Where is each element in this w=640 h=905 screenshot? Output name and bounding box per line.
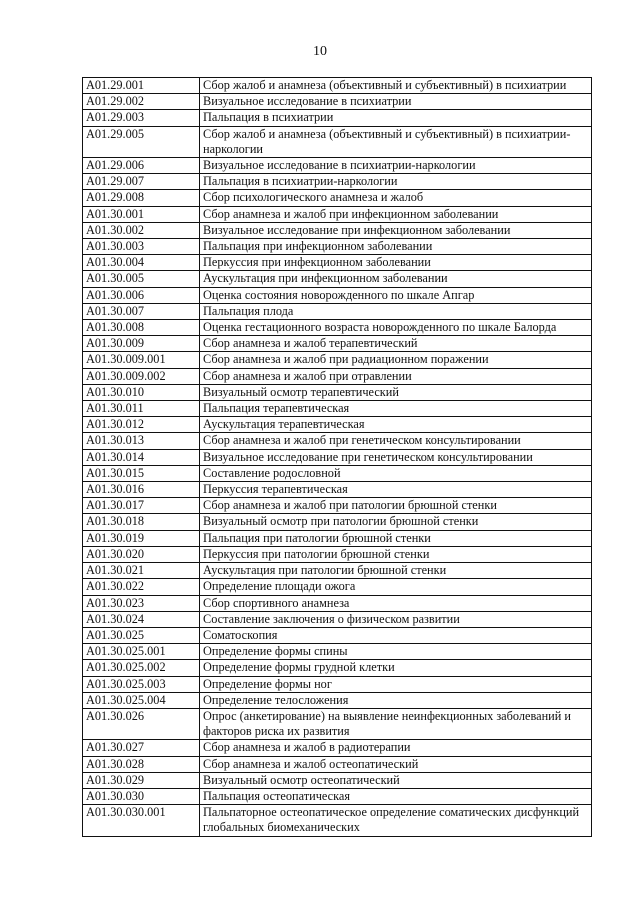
table-row — [83, 110, 592, 126]
table-row — [83, 514, 592, 530]
procedure-name-cell: Перкуссия терапевтическая — [200, 482, 592, 498]
procedure-name-cell: Аускультация терапевтическая — [200, 417, 592, 433]
procedure-code-cell: A01.30.017 — [83, 498, 200, 514]
procedure-code-cell: A01.30.009 — [83, 336, 200, 352]
table-row — [83, 579, 592, 595]
table-row — [83, 611, 592, 627]
table-row — [83, 660, 592, 676]
procedure-name-cell: Визуальное исследование при инфекционном заболевании — [200, 222, 592, 238]
procedure-code-cell: A01.30.025.003 — [83, 676, 200, 692]
procedure-code-cell: A01.30.030.001 — [83, 805, 200, 836]
procedure-name-cell: Составление заключения о физическом развитии — [200, 611, 592, 627]
procedures-table-body — [83, 78, 592, 837]
procedure-code-cell: A01.30.019 — [83, 530, 200, 546]
table-row — [83, 740, 592, 756]
procedure-code-cell: A01.29.006 — [83, 158, 200, 174]
procedure-name-cell: Определение формы ног — [200, 676, 592, 692]
procedure-code-cell: A01.30.029 — [83, 772, 200, 788]
procedure-name-cell: Сбор анамнеза и жалоб при патологии брюшной стенки — [200, 498, 592, 514]
page-number: 10 — [313, 44, 327, 59]
procedure-code-cell: A01.30.025 — [83, 627, 200, 643]
procedure-name-cell: Пальпация при патологии брюшной стенки — [200, 530, 592, 546]
procedure-code-cell: A01.30.011 — [83, 401, 200, 417]
procedure-name-cell: Визуальное исследование в психиатрии — [200, 94, 592, 110]
procedure-code-cell: A01.30.018 — [83, 514, 200, 530]
procedure-name-cell: Визуальный осмотр остеопатический — [200, 772, 592, 788]
procedure-code-cell: A01.30.002 — [83, 222, 200, 238]
procedure-name-cell: Визуальный осмотр терапевтический — [200, 384, 592, 400]
procedure-code-cell: A01.30.013 — [83, 433, 200, 449]
procedure-name-cell: Сбор жалоб и анамнеза (объективный и субъективный) в психиатрии — [200, 78, 592, 94]
procedure-code-cell: A01.30.005 — [83, 271, 200, 287]
procedure-code-cell: A01.30.004 — [83, 255, 200, 271]
procedure-name-cell: Визуальное исследование при генетическом консультировании — [200, 449, 592, 465]
table-row — [83, 287, 592, 303]
procedure-code-cell: A01.30.012 — [83, 417, 200, 433]
table-row — [83, 805, 592, 836]
procedure-code-cell: A01.30.028 — [83, 756, 200, 772]
procedure-name-cell: Сбор жалоб и анамнеза (объективный и субъективный) в психиатрии-наркологии — [200, 126, 592, 157]
procedure-code-cell: A01.30.015 — [83, 465, 200, 481]
procedure-code-cell: A01.29.002 — [83, 94, 200, 110]
procedure-name-cell: Визуальный осмотр при патологии брюшной стенки — [200, 514, 592, 530]
table-row — [83, 692, 592, 708]
procedure-name-cell: Сбор анамнеза и жалоб терапевтический — [200, 336, 592, 352]
procedures-table — [82, 77, 592, 837]
procedure-code-cell: A01.30.008 — [83, 320, 200, 336]
procedure-name-cell: Определение площади ожога — [200, 579, 592, 595]
table-row — [83, 788, 592, 804]
procedure-code-cell: A01.30.025.002 — [83, 660, 200, 676]
table-row — [83, 546, 592, 562]
table-row — [83, 222, 592, 238]
table-row — [83, 498, 592, 514]
procedure-name-cell: Опрос (анкетирование) на выявление неинфекционных заболеваний и факторов риска их развития — [200, 708, 592, 739]
table-row — [83, 482, 592, 498]
procedure-code-cell: A01.30.010 — [83, 384, 200, 400]
procedure-name-cell: Перкуссия при инфекционном заболевании — [200, 255, 592, 271]
table-row — [83, 384, 592, 400]
procedure-code-cell: A01.30.007 — [83, 303, 200, 319]
procedure-name-cell: Сбор спортивного анамнеза — [200, 595, 592, 611]
procedure-name-cell: Пальпация при инфекционном заболевании — [200, 239, 592, 255]
table-row — [83, 239, 592, 255]
procedure-name-cell: Сбор анамнеза и жалоб в радиотерапии — [200, 740, 592, 756]
table-row — [83, 772, 592, 788]
table-row — [83, 530, 592, 546]
procedure-name-cell: Определение формы грудной клетки — [200, 660, 592, 676]
procedure-code-cell: A01.29.008 — [83, 190, 200, 206]
procedure-name-cell: Сбор психологического анамнеза и жалоб — [200, 190, 592, 206]
procedure-name-cell: Пальпация терапевтическая — [200, 401, 592, 417]
procedure-name-cell: Определение телосложения — [200, 692, 592, 708]
procedure-code-cell: A01.30.021 — [83, 563, 200, 579]
table-row — [83, 676, 592, 692]
table-row — [83, 94, 592, 110]
procedure-code-cell: A01.30.022 — [83, 579, 200, 595]
procedure-name-cell: Оценка состояния новорожденного по шкале Апгар — [200, 287, 592, 303]
table-row — [83, 449, 592, 465]
table-row — [83, 158, 592, 174]
procedure-code-cell: A01.29.001 — [83, 78, 200, 94]
table-row — [83, 303, 592, 319]
procedure-name-cell: Перкуссия при патологии брюшной стенки — [200, 546, 592, 562]
procedure-name-cell: Соматоскопия — [200, 627, 592, 643]
procedure-name-cell: Сбор анамнеза и жалоб при отравлении — [200, 368, 592, 384]
table-row — [83, 401, 592, 417]
table-row — [83, 563, 592, 579]
procedure-code-cell: A01.30.014 — [83, 449, 200, 465]
table-row — [83, 368, 592, 384]
procedure-name-cell: Аускультация при патологии брюшной стенки — [200, 563, 592, 579]
procedure-name-cell: Пальпация плода — [200, 303, 592, 319]
table-row — [83, 126, 592, 157]
table-row — [83, 708, 592, 739]
procedure-name-cell: Пальпаторное остеопатическое определение соматических дисфункций глобальных биомеханических — [200, 805, 592, 836]
procedure-name-cell: Пальпация остеопатическая — [200, 788, 592, 804]
table-row — [83, 190, 592, 206]
procedure-code-cell: A01.30.026 — [83, 708, 200, 739]
table-row — [83, 255, 592, 271]
table-row — [83, 78, 592, 94]
procedure-code-cell: A01.30.024 — [83, 611, 200, 627]
procedure-name-cell: Определение формы спины — [200, 644, 592, 660]
procedure-name-cell: Сбор анамнеза и жалоб при радиационном поражении — [200, 352, 592, 368]
procedure-name-cell: Сбор анамнеза и жалоб при генетическом консультировании — [200, 433, 592, 449]
procedure-code-cell: A01.29.003 — [83, 110, 200, 126]
table-row — [83, 756, 592, 772]
table-row — [83, 465, 592, 481]
procedure-name-cell: Сбор анамнеза и жалоб остеопатический — [200, 756, 592, 772]
table-row — [83, 352, 592, 368]
procedure-name-cell: Оценка гестационного возраста новорожденного по шкале Балорда — [200, 320, 592, 336]
procedure-code-cell: A01.30.027 — [83, 740, 200, 756]
table-row — [83, 206, 592, 222]
procedure-code-cell: A01.30.020 — [83, 546, 200, 562]
procedure-code-cell: A01.30.025.004 — [83, 692, 200, 708]
table-row — [83, 433, 592, 449]
procedure-name-cell: Аускультация при инфекционном заболевании — [200, 271, 592, 287]
procedure-name-cell: Сбор анамнеза и жалоб при инфекционном заболевании — [200, 206, 592, 222]
procedure-code-cell: A01.30.023 — [83, 595, 200, 611]
table-row — [83, 271, 592, 287]
procedure-name-cell: Визуальное исследование в психиатрии-наркологии — [200, 158, 592, 174]
table-row — [83, 595, 592, 611]
procedure-code-cell: A01.30.030 — [83, 788, 200, 804]
procedure-code-cell: A01.30.009.001 — [83, 352, 200, 368]
procedure-code-cell: A01.30.003 — [83, 239, 200, 255]
table-row — [83, 174, 592, 190]
table-row — [83, 644, 592, 660]
table-row — [83, 627, 592, 643]
table-row — [83, 320, 592, 336]
procedure-code-cell: A01.30.025.001 — [83, 644, 200, 660]
procedure-code-cell: A01.30.009.002 — [83, 368, 200, 384]
procedure-code-cell: A01.30.001 — [83, 206, 200, 222]
table-row — [83, 417, 592, 433]
procedure-name-cell: Пальпация в психиатрии — [200, 110, 592, 126]
procedure-name-cell: Составление родословной — [200, 465, 592, 481]
procedure-name-cell: Пальпация в психиатрии-наркологии — [200, 174, 592, 190]
procedure-code-cell: A01.29.005 — [83, 126, 200, 157]
procedure-code-cell: A01.29.007 — [83, 174, 200, 190]
table-row — [83, 336, 592, 352]
procedure-code-cell: A01.30.006 — [83, 287, 200, 303]
procedure-code-cell: A01.30.016 — [83, 482, 200, 498]
